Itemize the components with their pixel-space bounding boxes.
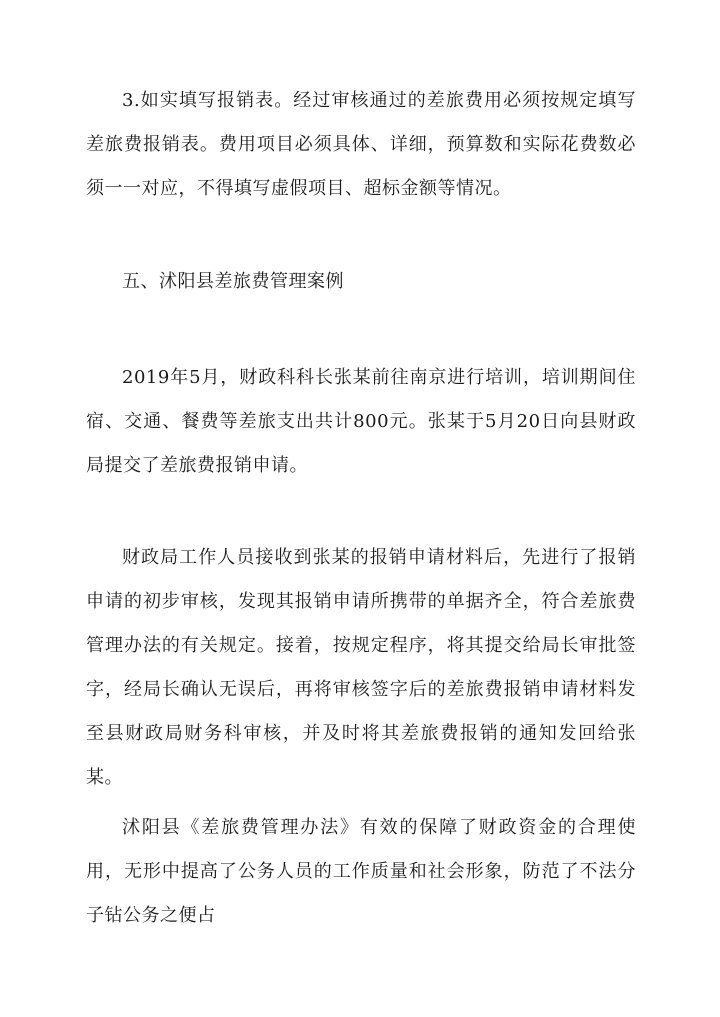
- paragraph-reimbursement-form: 3.如实填写报销表。经过审核通过的差旅费用必须按规定填写差旅费报销表。费用项目必须具体、详细，预算数和实际花费数必须一一对应，不得填写虚假项目、超标金额等情况。: [86, 90, 636, 199]
- paragraph-review-process: 财政局工作人员接收到张某的报销申请材料后，先进行了报销申请的初步审核，发现其报销申请所携带的单据齐全，符合差旅费管理办法的有关规定。接着，按规定程序，将其提交给局长审批签字，经局长确认无误后，再将审核签字后的差旅费报销申请材料发至县财政局财务科审核，并及时将其差旅费报销的通知发回给张某。: [86, 547, 636, 788]
- paragraph-conclusion: 沭阳县《差旅费管理办法》有效的保障了财政资金的合理使用，无形中提高了公务人员的工作质量和社会形象，防范了不法分子钻公务之便占: [86, 817, 636, 926]
- paragraph-case-background: 2019年5月，财政科科长张某前往南京进行培训，培训期间住宿、交通、餐费等差旅支出共计800元。张某于5月20日向县财政局提交了差旅费报销申请。: [86, 367, 636, 476]
- section-heading-case: 五、沭阳县差旅费管理案例: [122, 271, 344, 292]
